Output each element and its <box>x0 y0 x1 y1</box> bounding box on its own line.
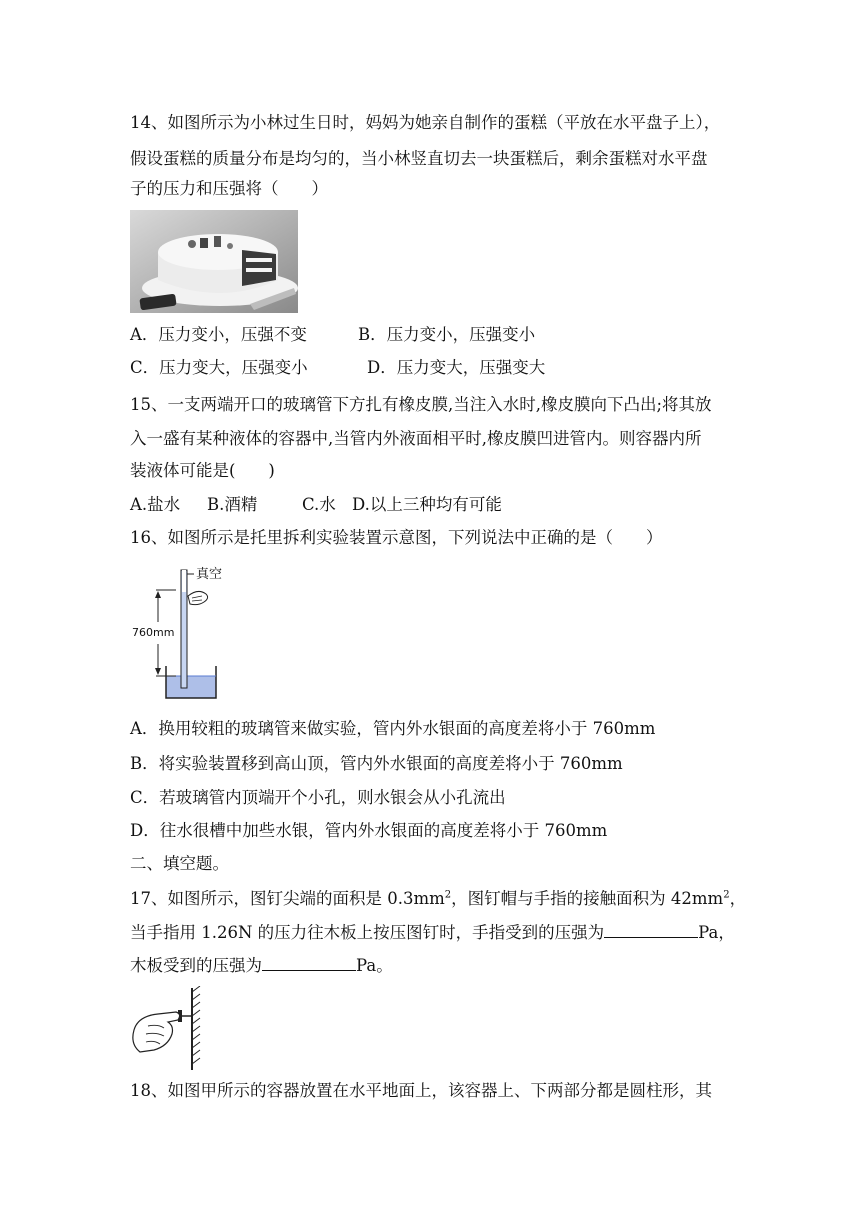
q17-line-1: 17、如图所示，图钉尖端的面积是 $0.3mm^2$，图钉帽与手指的接触面积为 $42mm^2$， <box>130 889 747 908</box>
q15-option-d: D.以上三种均有可能 <box>352 495 502 514</box>
q14-option-c: C．压力变大，压强变小 <box>130 358 308 377</box>
answer-blank-board-pressure[interactable] <box>262 956 356 971</box>
q15-option-c: C.水 <box>302 495 336 514</box>
q15-stem-line-3: 装液体可能是( ) <box>130 461 275 480</box>
q14-option-d: D．压力变大，压强变大 <box>367 358 546 377</box>
q14-stem-line-1: 14、如图所示为小林过生日时，妈妈为她亲自制作的蛋糕（平放在水平盘子上）， <box>130 113 721 132</box>
q14-option-a: A．压力变小，压强不变 <box>130 325 307 344</box>
q14-stem-line-3: 子的压力和压强将（ ） <box>130 179 328 198</box>
q15-option-b: B.酒精 <box>207 495 258 514</box>
q15-stem-line-2: 入一盛有某种液体的容器中,当管内外液面相平时,橡皮膜凹进管内。则容器内所 <box>130 429 702 448</box>
q14-stem-line-2: 假设蛋糕的质量分布是均匀的，当小林竖直切去一块蛋糕后，剩余蛋糕对水平盘 <box>130 149 708 168</box>
cake-image <box>130 210 298 313</box>
thumbtack-diagram <box>128 986 208 1072</box>
answer-blank-finger-pressure[interactable] <box>604 923 698 938</box>
vacuum-label: 真空 <box>196 567 223 582</box>
height-label: 760mm <box>132 626 175 639</box>
q15-option-a: A.盐水 <box>130 495 181 514</box>
q14-option-b: B．压力变小，压强变小 <box>358 325 536 344</box>
q16-option-a: A．换用较粗的玻璃管来做实验，管内外水银面的高度差将小于 760mm <box>130 719 656 738</box>
q17-line-3: 木板受到的压强为 Pa。 <box>130 956 393 975</box>
q16-option-c: C．若玻璃管内顶端开个小孔，则水银会从小孔流出 <box>130 788 506 807</box>
section-title-fill-in: 二、填空题。 <box>130 854 229 873</box>
q16-stem: 16、如图所示是托里拆利实验装置示意图，下列说法中正确的是（ ） <box>130 528 663 547</box>
q16-option-b: B．将实验装置移到高山顶，管内外水银面的高度差将小于 760mm <box>130 754 623 773</box>
q15-stem-line-1: 15、一支两端开口的玻璃管下方扎有橡皮膜,当注入水时,橡皮膜向下凸出;将其放 <box>130 395 712 414</box>
q18-stem-line-1: 18、如图甲所示的容器放置在水平地面上，该容器上、下两部分都是圆柱形，其 <box>130 1081 712 1100</box>
q16-option-d: D．往水很槽中加些水银，管内外水银面的高度差将小于 760mm <box>130 821 608 840</box>
q17-line-2: 当手指用 1.26N 的压力往木板上按压图钉时，手指受到的压强为 Pa， <box>130 923 735 942</box>
